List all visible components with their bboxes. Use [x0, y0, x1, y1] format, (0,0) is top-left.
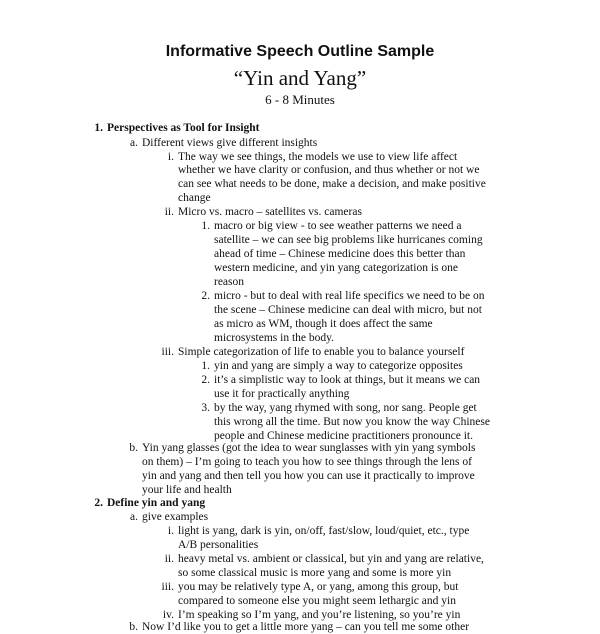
- outline-line: 2. Define yin and yang: [94, 497, 206, 509]
- outline-line: i. light is yang, dark is yin, on/off, fast/slow, loud/quiet, etc., type: [167, 525, 470, 537]
- outline-line: western medicine, and yin yang categorization is one: [214, 262, 458, 274]
- outline-line: your life and health: [142, 484, 232, 496]
- outline-line: on them) – I’m going to teach you how to see things through the lens of: [142, 456, 472, 468]
- outline-line: as micro as WM, though it does affect the same: [214, 318, 433, 330]
- outline-line: change: [178, 192, 211, 204]
- document-title: Informative Speech Outline Sample: [165, 43, 435, 60]
- outline-line: i. The way we see things, the models we use to view life affect: [167, 151, 458, 163]
- outline-line: 2. it’s a simplistic way to look at things, but it means we can: [201, 374, 481, 386]
- speech-duration: 6 - 8 Minutes: [265, 92, 335, 107]
- outline-line: reason: [214, 276, 245, 288]
- outline-line: 1. macro or big view - to see weather patterns we need a: [201, 220, 462, 232]
- outline-line: can see what needs to be done, make a decision, and make positive: [178, 178, 486, 190]
- outline-line: this wrong all the time. But now you know the way Chinese: [214, 416, 490, 428]
- outline-line: b. Yin yang glasses (got the idea to wear sunglasses with yin yang symbols: [129, 442, 476, 454]
- outline-line: the scene – Chinese medicine can deal with micro, but not: [214, 304, 482, 316]
- outline-line: people and Chinese medicine practitioners pronounce it.: [214, 430, 473, 442]
- outline-line: iii. you may be relatively type A, or yang, among this group, but: [161, 581, 459, 593]
- outline-line: A/B personalities: [178, 539, 259, 551]
- outline-line: 1. Perspectives as Tool for Insight: [94, 122, 260, 134]
- outline-line: yin and yang and then tell you how you can use it practically to improve: [142, 470, 475, 482]
- outline-line: ii. Micro vs. macro – satellites vs. cameras: [164, 206, 362, 218]
- outline-line: 1. yin and yang are simply a way to categorize opposites: [201, 360, 463, 372]
- outline-line: whether we have clarity or confusion, and thus whether or not we: [178, 164, 480, 176]
- outline-line: satellite – we can see big problems like hurricanes coming: [214, 234, 483, 246]
- outline-line: a. give examples: [130, 511, 209, 523]
- speech-subtitle: “Yin and Yang”: [233, 66, 367, 90]
- outline-line: compared to someone else you might seem lethargic and yin: [178, 595, 456, 607]
- outline-line: 3. by the way, yang rhymed with song, nor sang. People get: [201, 402, 477, 414]
- outline-line: b. Now I’d like you to get a little more yang – can you tell me some other: [129, 621, 470, 633]
- outline-line: iv. I’m speaking so I’m yang, and you’re listening, so you’re yin: [162, 609, 461, 621]
- outline-line: iii. Simple categorization of life to enable you to balance yourself: [161, 346, 465, 358]
- outline-line: 2. micro - but to deal with real life specifics we need to be on: [201, 290, 485, 302]
- outline-line: ahead of time – Chinese medicine does this better than: [214, 248, 466, 260]
- outline-line: ii. heavy metal vs. ambient or classical, but yin and yang are relative,: [164, 553, 484, 565]
- outline-line: use it for practically anything: [214, 388, 350, 400]
- outline-line: so some classical music is more yang and some is more yin: [178, 567, 452, 579]
- outline-line: a. Different views give different insights: [130, 137, 318, 149]
- outline-line: microsystems in the body.: [214, 332, 334, 344]
